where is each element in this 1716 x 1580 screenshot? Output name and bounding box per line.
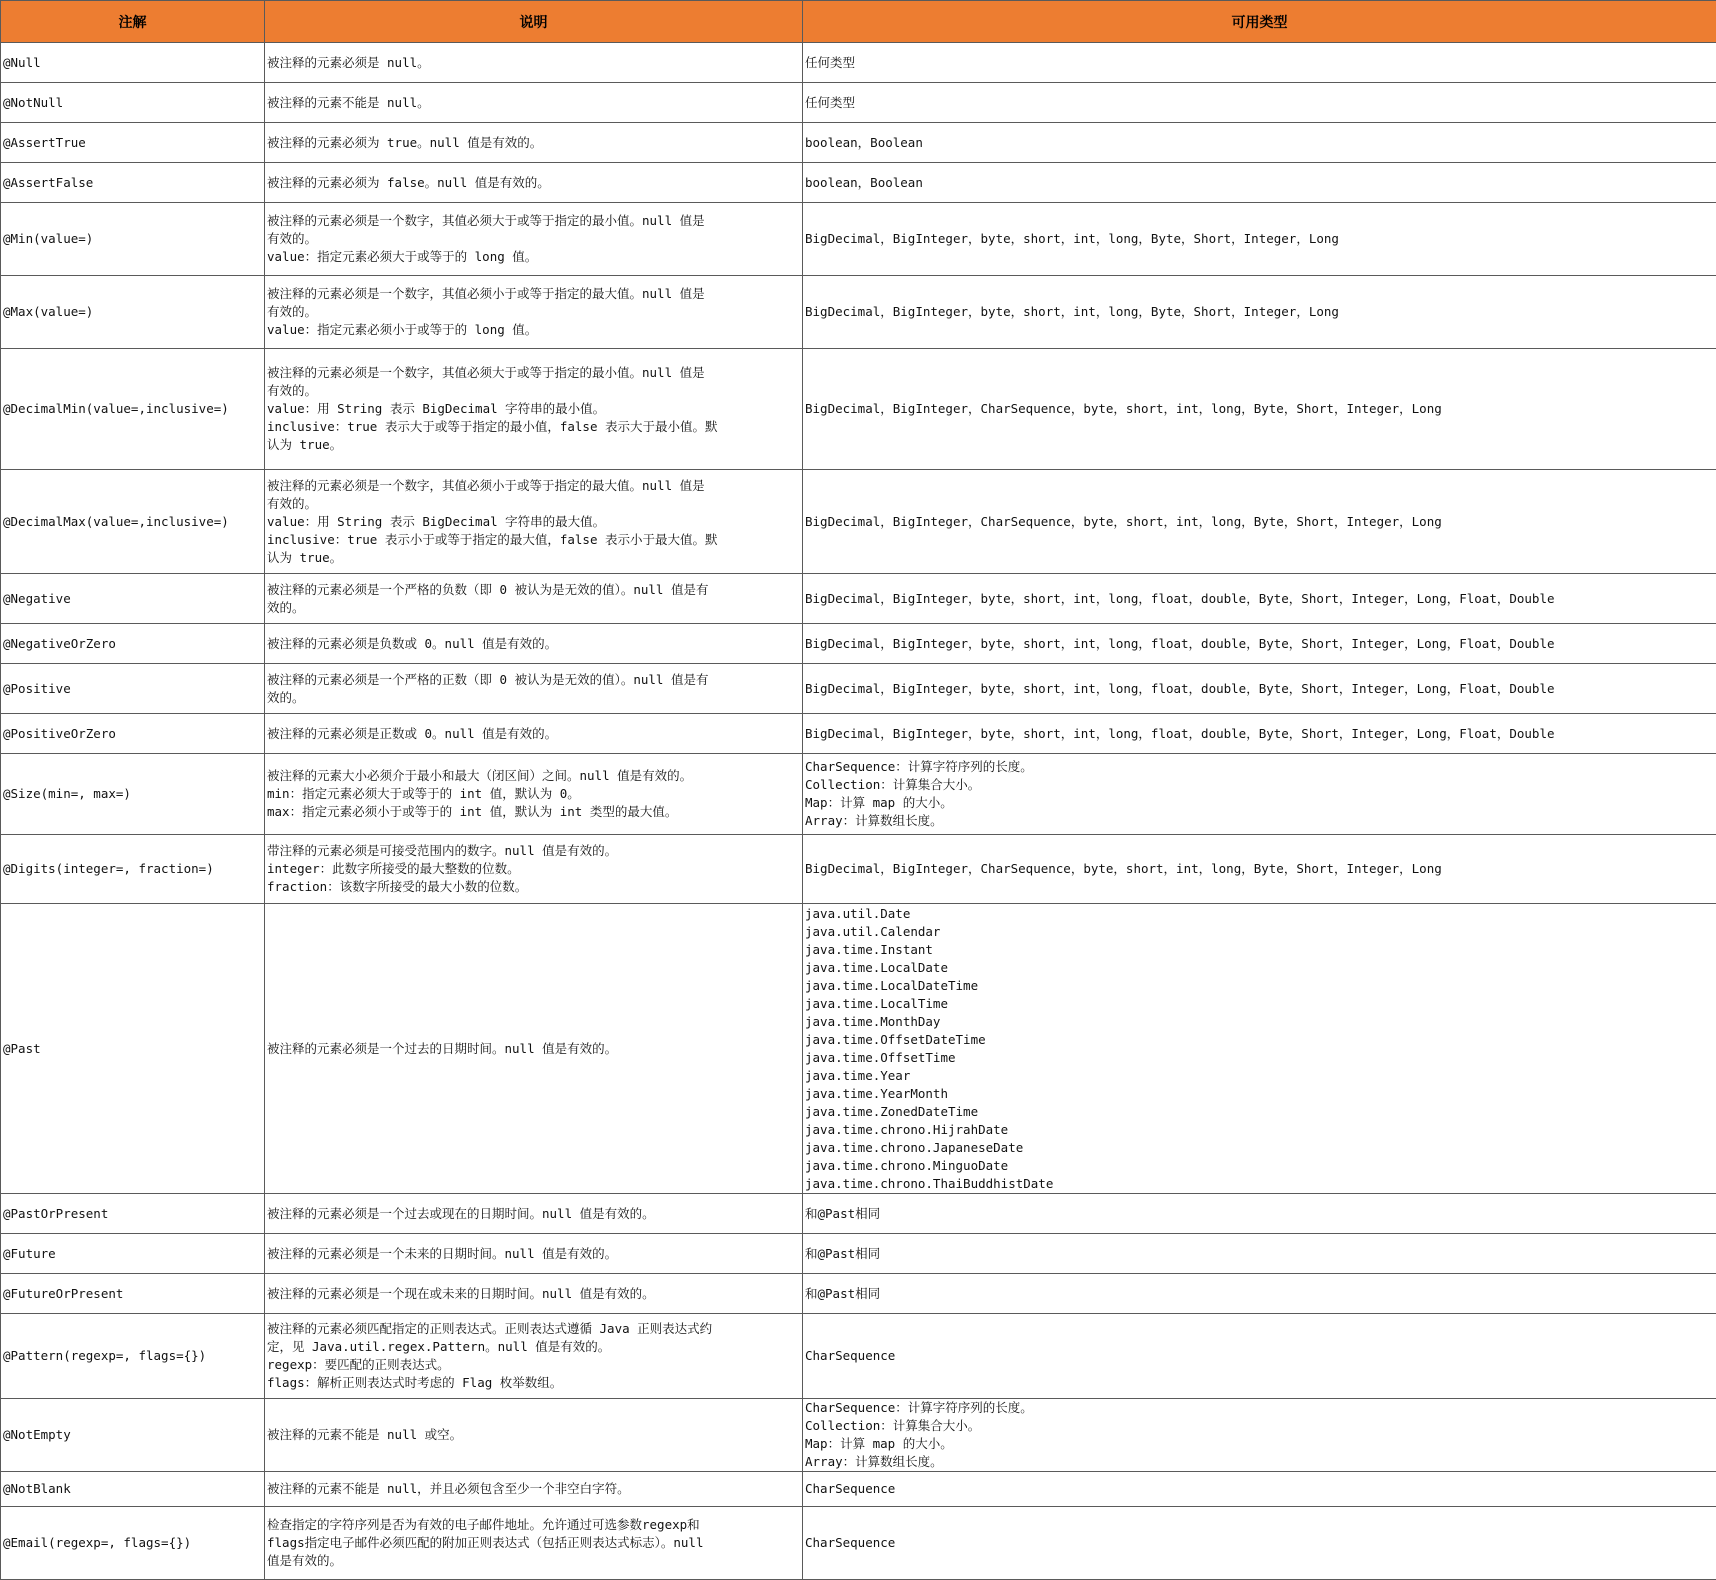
description-cell: 被注释的元素必须是一个数字，其值必须大于或等于指定的最小值。null 值是 有效的。 value：指定元素必须大于或等于的 long 值。 <box>265 203 803 276</box>
types-cell: BigDecimal，BigInteger，byte，short，int，long，float，double，Byte，Short，Integer，Long，Float，Double <box>803 714 1716 754</box>
table-row <box>1 574 1716 624</box>
description-cell: 被注释的元素必须是一个严格的负数（即 0 被认为是无效的值）。null 值是有 效的。 <box>265 574 803 624</box>
types-cell: BigDecimal，BigInteger，byte，short，int，long，Byte，Short，Integer，Long <box>803 276 1716 349</box>
types-cell: BigDecimal，BigInteger，CharSequence，byte，short，int，long，Byte，Short，Integer，Long <box>803 835 1716 904</box>
description-cell: 被注释的元素必须是一个现在或未来的日期时间。null 值是有效的。 <box>265 1274 803 1314</box>
annotation-cell: @Past <box>1 904 265 1194</box>
types-cell: boolean，Boolean <box>803 163 1716 203</box>
annotation-cell: @NotEmpty <box>1 1399 265 1472</box>
table-row <box>1 1194 1716 1234</box>
types-cell: 任何类型 <box>803 43 1716 83</box>
description-cell: 检查指定的字符序列是否为有效的电子邮件地址。允许通过可选参数regexp和 flags指定电子邮件必须匹配的附加正则表达式（包括正则表达式标志）。null 值是有效的。 <box>265 1507 803 1580</box>
table-row <box>1 1399 1716 1472</box>
types-cell: 和@Past相同 <box>803 1274 1716 1314</box>
table-row <box>1 349 1716 470</box>
table-row <box>1 904 1716 1194</box>
table-row <box>1 624 1716 664</box>
table-row <box>1 754 1716 835</box>
table-row <box>1 123 1716 163</box>
description-cell: 被注释的元素必须是一个数字，其值必须大于或等于指定的最小值。null 值是 有效的。 value：用 String 表示 BigDecimal 字符串的最小值。 inclusive：true 表示大于或等于指定的最小值，false 表示大于最小值。默 认为 true。 <box>265 349 803 470</box>
description-cell: 被注释的元素必须是一个严格的正数（即 0 被认为是无效的值）。null 值是有 效的。 <box>265 664 803 714</box>
annotation-cell: @Email(regexp=, flags={}) <box>1 1507 265 1580</box>
description-cell: 被注释的元素必须是负数或 0。null 值是有效的。 <box>265 624 803 664</box>
table-row <box>1 203 1716 276</box>
types-cell: CharSequence <box>803 1472 1716 1507</box>
annotation-cell: @Positive <box>1 664 265 714</box>
types-cell: CharSequence：计算字符序列的长度。 Collection：计算集合大小。 Map：计算 map 的大小。 Array：计算数组长度。 <box>803 754 1716 835</box>
annotation-cell: @Min(value=) <box>1 203 265 276</box>
annotation-cell: @PositiveOrZero <box>1 714 265 754</box>
annotation-cell: @DecimalMax(value=,inclusive=) <box>1 470 265 574</box>
types-cell: boolean，Boolean <box>803 123 1716 163</box>
description-cell: 被注释的元素必须是一个过去或现在的日期时间。null 值是有效的。 <box>265 1194 803 1234</box>
description-cell: 被注释的元素必须是一个过去的日期时间。null 值是有效的。 <box>265 904 803 1194</box>
types-cell: 和@Past相同 <box>803 1234 1716 1274</box>
table-row <box>1 163 1716 203</box>
annotation-cell: @Max(value=) <box>1 276 265 349</box>
table-row <box>1 83 1716 123</box>
header-row <box>1 1 1716 43</box>
types-cell: 任何类型 <box>803 83 1716 123</box>
annotation-cell: @Null <box>1 43 265 83</box>
annotation-cell: @NotNull <box>1 83 265 123</box>
types-cell: 和@Past相同 <box>803 1194 1716 1234</box>
annotation-cell: @NotBlank <box>1 1472 265 1507</box>
types-cell: CharSequence：计算字符序列的长度。 Collection：计算集合大小。 Map：计算 map 的大小。 Array：计算数组长度。 <box>803 1399 1716 1472</box>
annotation-cell: @Digits(integer=, fraction=) <box>1 835 265 904</box>
description-cell: 被注释的元素必须是正数或 0。null 值是有效的。 <box>265 714 803 754</box>
types-cell: BigDecimal，BigInteger，CharSequence，byte，short，int，long，Byte，Short，Integer，Long <box>803 470 1716 574</box>
annotation-cell: @NegativeOrZero <box>1 624 265 664</box>
types-cell: CharSequence <box>803 1507 1716 1580</box>
types-cell: BigDecimal，BigInteger，byte，short，int，long，Byte，Short，Integer，Long <box>803 203 1716 276</box>
description-cell: 被注释的元素大小必须介于最小和最大（闭区间）之间。null 值是有效的。 min：指定元素必须大于或等于的 int 值，默认为 0。 max：指定元素必须小于或等于的 int 值，默认为 int 类型的最大值。 <box>265 754 803 835</box>
description-cell: 被注释的元素必须是一个数字，其值必须小于或等于指定的最大值。null 值是 有效的。 value：指定元素必须小于或等于的 long 值。 <box>265 276 803 349</box>
description-cell: 被注释的元素必须是一个数字，其值必须小于或等于指定的最大值。null 值是 有效的。 value：用 String 表示 BigDecimal 字符串的最大值。 inclusive：true 表示小于或等于指定的最大值，false 表示小于最大值。默 认为 true。 <box>265 470 803 574</box>
description-cell: 被注释的元素必须匹配指定的正则表达式。正则表达式遵循 Java 正则表达式约 定，见 Java.util.regex.Pattern。null 值是有效的。 regexp：要匹配的正则表达式。 flags：解析正则表达式时考虑的 Flag 枚举数组。 <box>265 1314 803 1399</box>
table-row <box>1 1274 1716 1314</box>
table-row <box>1 714 1716 754</box>
header-annotation: 注解 <box>1 1 265 43</box>
annotation-cell: @Pattern(regexp=, flags={}) <box>1 1314 265 1399</box>
types-cell: BigDecimal，BigInteger，CharSequence，byte，short，int，long，Byte，Short，Integer，Long <box>803 349 1716 470</box>
header-types: 可用类型 <box>803 1 1716 43</box>
annotation-cell: @PastOrPresent <box>1 1194 265 1234</box>
table-row <box>1 43 1716 83</box>
types-cell: BigDecimal，BigInteger，byte，short，int，long，float，double，Byte，Short，Integer，Long，Float，Double <box>803 624 1716 664</box>
description-cell: 被注释的元素必须是一个未来的日期时间。null 值是有效的。 <box>265 1234 803 1274</box>
annotation-cell: @AssertTrue <box>1 123 265 163</box>
table-row <box>1 1472 1716 1507</box>
table-row <box>1 1507 1716 1580</box>
table-row <box>1 470 1716 574</box>
description-cell: 被注释的元素必须为 true。null 值是有效的。 <box>265 123 803 163</box>
header-description: 说明 <box>265 1 803 43</box>
description-cell: 被注释的元素不能是 null，并且必须包含至少一个非空白字符。 <box>265 1472 803 1507</box>
types-cell: CharSequence <box>803 1314 1716 1399</box>
table-row <box>1 835 1716 904</box>
annotation-cell: @FutureOrPresent <box>1 1274 265 1314</box>
description-cell: 被注释的元素不能是 null。 <box>265 83 803 123</box>
annotation-cell: @Negative <box>1 574 265 624</box>
description-cell: 被注释的元素必须为 false。null 值是有效的。 <box>265 163 803 203</box>
annotation-cell: @DecimalMin(value=,inclusive=) <box>1 349 265 470</box>
table-body <box>1 43 1716 1580</box>
table-row <box>1 664 1716 714</box>
description-cell: 带注释的元素必须是可接受范围内的数字。null 值是有效的。 integer：此数字所接受的最大整数的位数。 fraction：该数字所接受的最大小数的位数。 <box>265 835 803 904</box>
table-row <box>1 276 1716 349</box>
types-cell: BigDecimal，BigInteger，byte，short，int，long，float，double，Byte，Short，Integer，Long，Float，Double <box>803 574 1716 624</box>
annotation-cell: @Size(min=, max=) <box>1 754 265 835</box>
table-row <box>1 1234 1716 1274</box>
annotation-cell: @AssertFalse <box>1 163 265 203</box>
description-cell: 被注释的元素必须是 null。 <box>265 43 803 83</box>
types-cell: BigDecimal，BigInteger，byte，short，int，long，float，double，Byte，Short，Integer，Long，Float，Double <box>803 664 1716 714</box>
description-cell: 被注释的元素不能是 null 或空。 <box>265 1399 803 1472</box>
annotation-cell: @Future <box>1 1234 265 1274</box>
table-row <box>1 1314 1716 1399</box>
types-cell: java.util.Date java.util.Calendar java.time.Instant java.time.LocalDate java.time.LocalDateTime java.time.LocalTime java.time.MonthDay java.time.OffsetDateTime java.time.OffsetTime java.time.Year java.time.YearMonth java.time.ZonedDateTime java.time.chrono.HijrahDate java.time.chrono.JapaneseDate java.time.chrono.MinguoDate java.time.chrono.ThaiBuddhistDate <box>803 904 1716 1194</box>
